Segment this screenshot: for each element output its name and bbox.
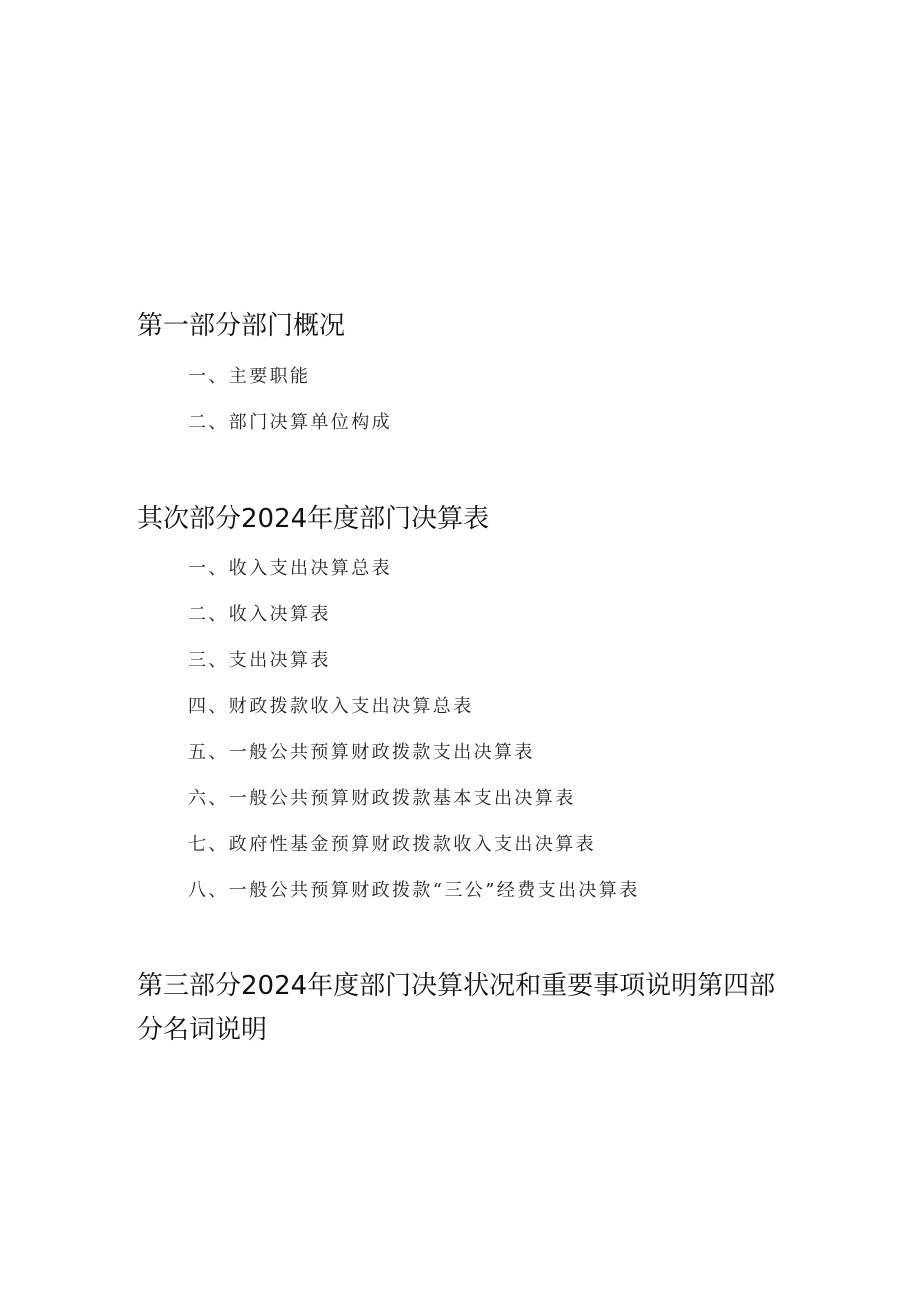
toc-item-three-public-expenses: 八、一般公共预算财政拨款“三公”经费支出决算表 <box>188 880 640 901</box>
toc-item-general-budget-basic-expense: 六、一般公共预算财政拨款基本支出决算表 <box>188 788 576 809</box>
toc-item-government-fund-table: 七、政府性基金预算财政拨款收入支出决算表 <box>188 834 596 855</box>
toc-item-fiscal-appropriation-summary: 四、财政拨款收入支出决算总表 <box>188 696 474 717</box>
toc-item-expense-table: 三、支出决算表 <box>188 650 331 671</box>
toc-item-unit-composition: 二、部门决算单位构成 <box>188 412 392 433</box>
section-heading-part-three-four: 第三部分2024年度部门决算状况和重要事项说明第四部分名词说明 <box>137 971 776 1045</box>
section-heading-part-one: 第一部分部门概况 <box>137 311 346 341</box>
section-heading-part-two: 其次部分2024年度部门决算表 <box>137 504 490 534</box>
toc-item-income-table: 二、收入决算表 <box>188 604 331 625</box>
toc-item-general-budget-expense: 五、一般公共预算财政拨款支出决算表 <box>188 742 535 763</box>
toc-item-income-expense-summary: 一、收入支出决算总表 <box>188 558 392 579</box>
toc-item-main-functions: 一、主要职能 <box>188 366 311 387</box>
